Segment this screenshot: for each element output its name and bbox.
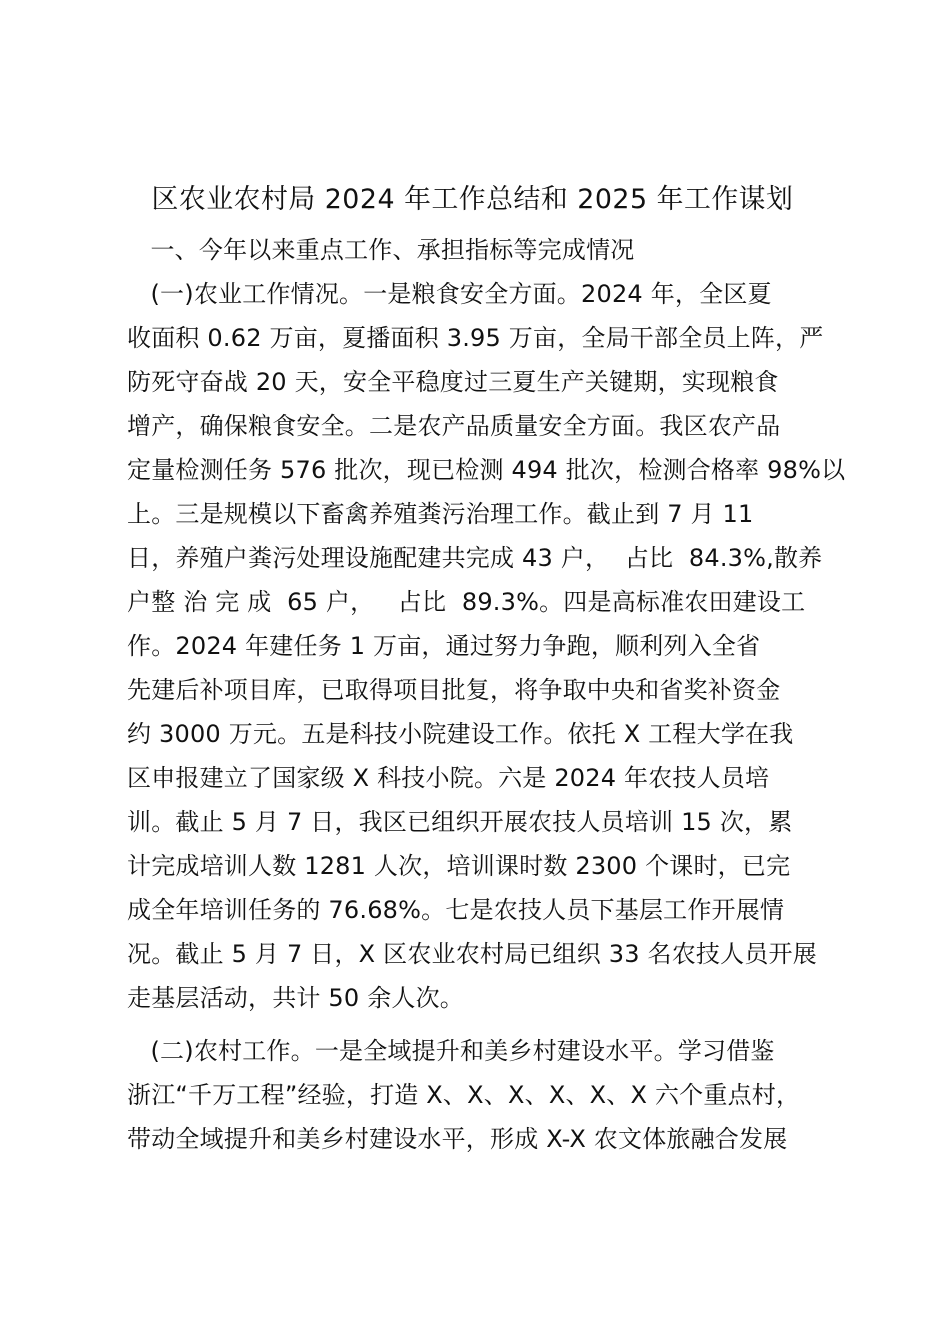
paragraph-line: 训。截止 5 月 7 日，我区已组织开展农技人员培训 15 次，累 (127, 808, 793, 836)
paragraph-line: 成全年培训任务的 76.68%。七是农技人员下基层工作开展情 (127, 896, 785, 924)
paragraph-line: 计完成培训人数 1281 人次，培训课时数 2300 个课时，已完 (127, 852, 791, 880)
paragraph-line: 防死守奋战 20 天，安全平稳度过三夏生产关键期，实现粮食 (127, 368, 779, 396)
document-title: 区农业农村局 2024 年工作总结和 2025 年工作谋划 (151, 184, 794, 215)
paragraph-line: 增产，确保粮食安全。二是农产品质量安全方面。我区农产品 (127, 412, 781, 440)
paragraph-line: 约 3000 万元。五是科技小院建设工作。依托 X 工程大学在我 (127, 720, 794, 748)
paragraph-line: 走基层活动，共计 50 余人次。 (127, 984, 464, 1012)
paragraph-line: 先建后补项目库，已取得项目批复，将争取中央和省奖补资金 (127, 676, 781, 704)
paragraph-line: 浙江“千万工程”经验，打造 X、X、X、X、X、X 六个重点村， (127, 1081, 801, 1109)
paragraph-line: (一)农业工作情况。一是粮食安全方面。2024 年，全区夏 (127, 280, 772, 308)
paragraph-line: 作。2024 年建任务 1 万亩，通过努力争跑，顺利列入全省 (127, 632, 761, 660)
paragraph-line: 户整 治 完 成 65 户， 占比 89.3%。四是高标准农田建设工 (127, 588, 806, 616)
paragraph-line: (二)农村工作。一是全域提升和美乡村建设水平。学习借鉴 (127, 1037, 775, 1065)
paragraph-line: 上。三是规模以下畜禽养殖粪污治理工作。截止到 7 月 11 (127, 500, 754, 528)
paragraph-line: 定量检测任务 576 批次，现已检测 494 批次，检测合格率 98%以 (127, 456, 846, 484)
paragraph-line: 况。截止 5 月 7 日，X 区农业农村局已组织 33 名农技人员开展 (127, 940, 817, 968)
paragraph-line: 区申报建立了国家级 X 科技小院。六是 2024 年农技人员培 (127, 764, 770, 792)
paragraph-line: 日，养殖户粪污处理设施配建共完成 43 户， 占比 84.3%,散养 (127, 544, 823, 572)
heading-section-1: 一、今年以来重点工作、承担指标等完成情况 (127, 236, 635, 264)
paragraph-line: 带动全域提升和美乡村建设水平，形成 X-X 农文体旅融合发展 (127, 1125, 788, 1153)
paragraph-line: 收面积 0.62 万亩，夏播面积 3.95 万亩，全局干部全员上阵，严 (127, 324, 824, 352)
